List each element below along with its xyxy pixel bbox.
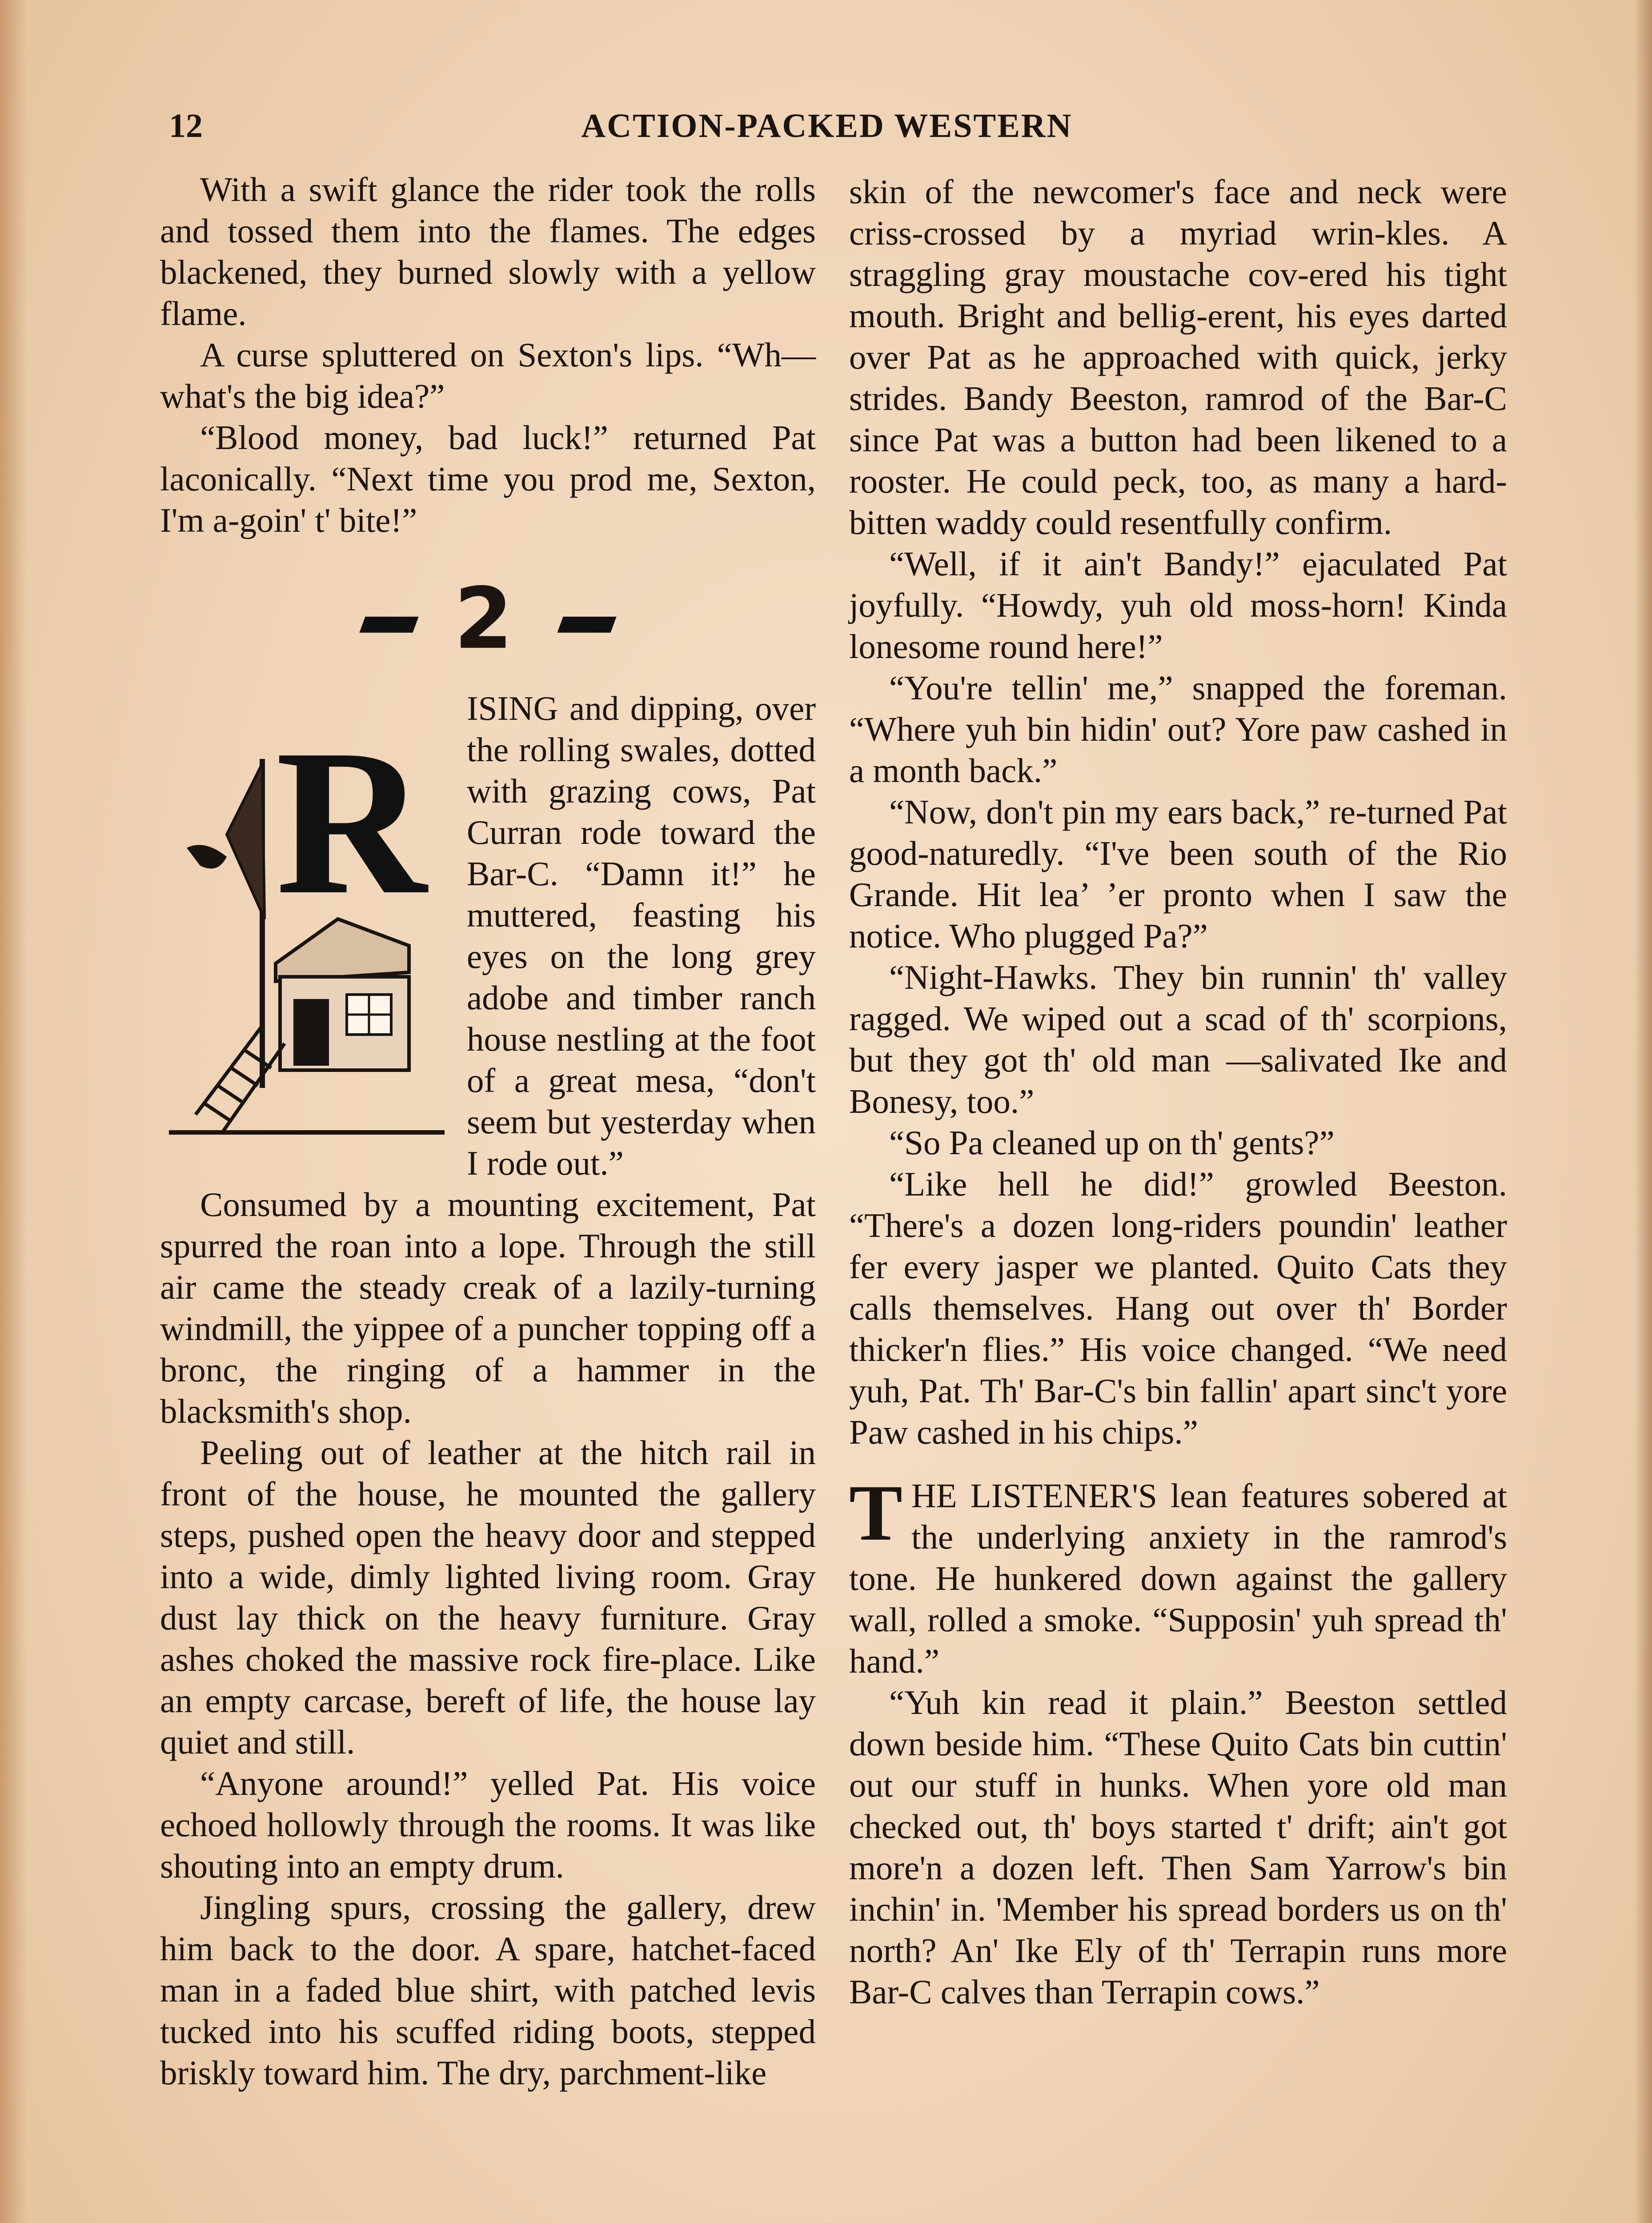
paragraph: “Like hell he did!” growled Beeston. “There's a dozen long-riders poundin' leather fer every jasper we planted. Quito Cats they calls themselves. Hang out over th' Border thicker'n flies.” His voice changed. “We need yuh, Pat. Th' Bar-C's bin fallin' apart sinc't yore Paw cashed in his chips.” [849,1165,1507,1451]
paragraph: “Anyone around!” yelled Pat. His voice echoed hollowly through the rooms. It was like shouting into an empty drum. [160,1764,816,1885]
page-header [169,107,1485,160]
paragraph: “Night-Hawks. They bin runnin' th' valley ragged. We wiped out a scad of th' scorpions, but they got th' old man —salivated Ike and Bonesy, too.” [849,958,1507,1120]
paper-edge-right [1634,0,1652,2223]
ranch-house-illustration [160,688,453,1146]
left-column [160,169,816,2223]
chapter-number: 2 [454,570,522,668]
paragraph-text: HE LISTENER'S lean features sobered at the underlying anxiety in the ramrod's tone. He hunkered down against the gallery wall, rolled a smoke. “Supposin' yuh spread th' hand.” [849,1477,1507,1680]
paragraph: “Yuh kin read it plain.” Beeston settled down beside him. “These Quito Cats bin cuttin' out our stuff in hunks. When yore old man checked out, th' boys started t' drift; ain't got more'n a dozen left. Then Sam Yarrow's bin inchin' in. 'Member his spread borders us on th' north? An' Ike Ely of th' Terrapin runs more Bar-C calves than Terrapin cows.” [849,1683,1507,2011]
right-column [849,171,1507,2223]
paragraph: A curse spluttered on Sexton's lips. “Wh—what's the big idea?” [160,336,816,415]
chapter-heading [160,570,816,668]
paragraph: “So Pa cleaned up on th' gents?” [889,1124,1335,1162]
running-title: ACTION-PACKED WESTERN [581,107,1073,144]
paragraph: Consumed by a mounting excitement, Pat spurred the roan into a lope. Through the still air came the steady creak of a lazily-turning windmill, the yippee of a puncher topping off a bronc, the ringing of a hammer in the blacksmith's shop. [160,1185,816,1430]
page-number: 12 [169,107,203,144]
drop-cap-illustration [160,688,453,1146]
paragraph: With a swift glance the rider took the rolls and tossed them into the flames. The edges blackened, they burned slowly with a yellow flame. [160,170,816,333]
paragraph: skin of the newcomer's face and neck were criss-crossed by a myriad wrin-kles. A straggling gray moustache cov-ered his tight mouth. Bright and bellig-erent, his eyes darted over Pat as he approached with quick, jerky strides. Bandy Beeston, ramrod of the Bar-C since Pat was a button had been likened to a rooster. He could peck, too, as many a hard-bitten waddy could resentfully confirm. [849,173,1507,542]
chapter-dash-right [557,617,616,633]
paragraph: Peeling out of leather at the hitch rail in front of the house, he mounted the gallery steps, pushed open the heavy door and stepped into a wide, dimly lighted living room. Gray dust lay thick on the heavy furniture. Gray ashes choked the massive rock fire-place. Like an empty carcase, bereft of life, the house lay quiet and still. [160,1433,816,1761]
paragraph: “Now, don't pin my ears back,” re-turned Pat good-naturedly. “I've been south of the Rio Grande. Hit lea’ ’er pronto when I saw the notice. Who plugged Pa?” [849,793,1507,955]
drop-cap-letter: R [276,706,427,938]
paragraph: ISING and dipping, over the rolling swales, dotted with grazing cows, Pat Curran rode toward the Bar-C. “Damn it!” he muttered, feasting his eyes on the long grey adobe and timber ranch house nestling at the foot of a great mesa, “don't seem but yesterday when I rode out.” [467,689,816,1182]
paragraph: Jingling spurs, crossing the gallery, drew him back to the door. A spare, hatchet-faced man in a faded blue shirt, with patched levis tucked into his scuffed riding boots, stepped briskly toward him. The dry, parchment-like [160,1888,816,2092]
paragraph: “Blood money, bad luck!” returned Pat laconically. “Next time you prod me, Sexton, I'm a-goin' t' bite!” [160,418,816,539]
paragraph: “Well, if it ain't Bandy!” ejaculated Pat joyfully. “Howdy, yuh old moss-horn! Kinda lonesome round here!” [849,545,1507,666]
section-initial: T [849,1469,903,1557]
section-break-paragraph [849,1469,1507,1682]
chapter-dash-left [360,617,419,633]
paragraph: “You're tellin' me,” snapped the foreman. “Where yuh bin hidin' out? Yore paw cashed in a month back.” [849,669,1507,790]
paper-edge-left [0,0,27,2223]
